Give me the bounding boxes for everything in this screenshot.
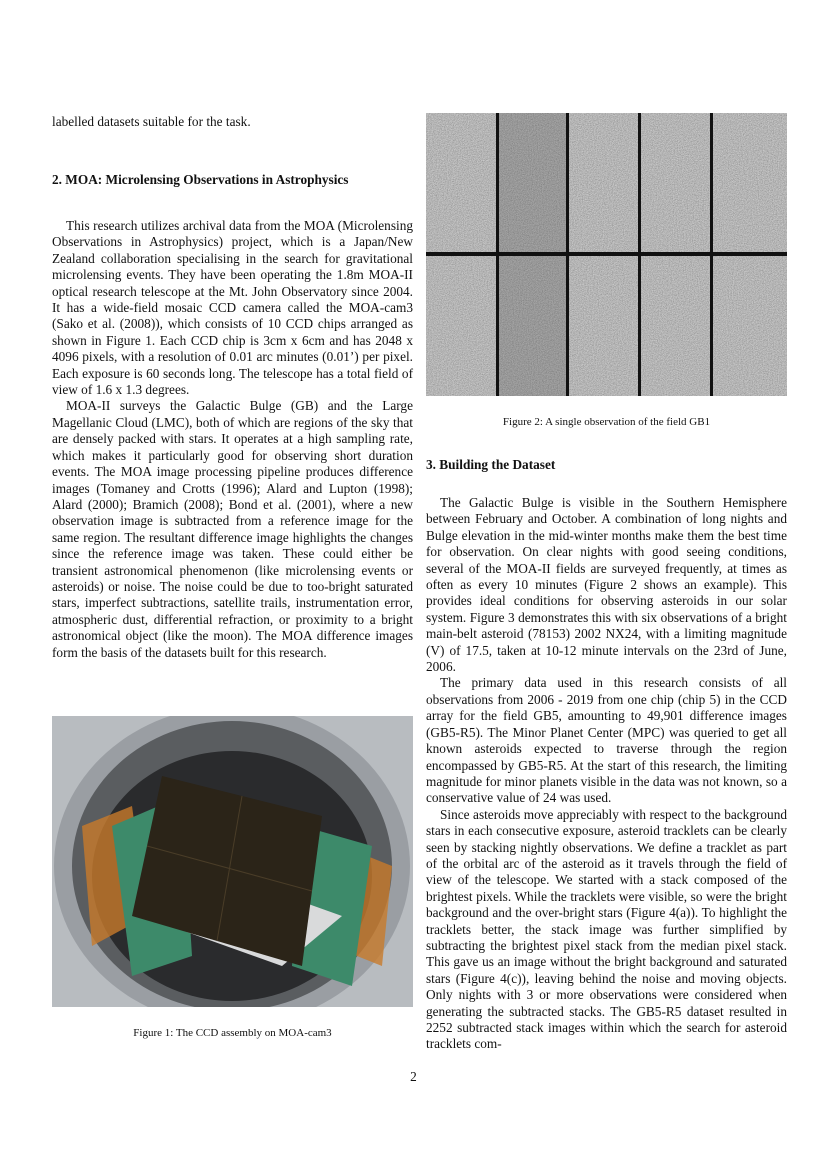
- paragraph: The Galactic Bulge is visible in the Southern Hemisphere between February and October. A combination of long nights and Bulge elevation in the mid-winter months make them the best time for observation. On clear nights with good seeing conditions, several of the MOA-II fields are surveyed frequently, at times as often as every 10 minutes (Figure 2 shows an example). This provides ideal conditions for observing asteroids in our solar system. Figure 3 demonstrates this with six observations of a bright main-belt asteroid (78153) 2002 NX24, with a limiting magnitude (V) of 17.5, taken at 10-12 minute intervals on the 23rd of June, 2006.: [426, 495, 787, 675]
- section-heading-3: 3. Building the Dataset: [426, 457, 556, 472]
- paragraph: The primary data used in this research consists of all observations from 2006 - 2019 from one chip (chip 5) in the CCD array for the field GB5, amounting to 49,901 difference images (GB5-R5). The Minor Planet Center (MPC) was queried to get all known asteroids expected to traverse through the region encompassed by GB5-R5. At the start of this research, the limiting magnitude for minor planets visible in the data was not known, so a conservative value of 24 was used.: [426, 675, 787, 806]
- paragraph: Since asteroids move appreciably with respect to the background stars in each consecutive exposure, asteroid tracklets can be clearly seen by stacking nightly observations. We define a tracklet as part of the orbital arc of the asteroid as it travels through the field of view of the telescope. We started with a stack composed of the brightest pixels. While the tracklets were visible, so were the bright background and the over-bright stars (Figure 4(a)). To highlight the tracklets better, the stack image was further simplified by subtracting the brightest pixel stack from the median pixel stack. This gave us an image without the bright background and saturated stars (Figure 4(c)), leaving behind the noise and moving objects. Only nights with 3 or more observations were considered when generating the subtracted stacks. The GB5-R5 dataset resulted in 2252 subtracted stack images within which the search for asteroid tracklets com-: [426, 806, 787, 1052]
- section-2-body: [52, 218, 413, 661]
- paragraph: This research utilizes archival data from the MOA (Microlensing Observations in Astrophysics) project, which is a Japan/New Zealand collaboration specialising in the search for gravitational microlensing events. They have been operating the 1.8m MOA-II optical research telescope at the Mt. John Observatory since 2004. It has a wide-field mosaic CCD camera called the MOA-cam3 (Sako et al. (2008)), which consists of 10 CCD chips arranged as shown in Figure 1. Each CCD chip is 3cm x 6cm and has 2048 x 4096 pixels, with a resolution of 0.01 arc minutes (0.01’) per pixel. Each exposure is 60 seconds long. The telescope has a total field of view of 1.6 x 1.3 degrees.: [52, 218, 413, 398]
- figure-2-caption: Figure 2: A single observation of the field GB1: [502, 416, 711, 428]
- paragraph: MOA-II surveys the Galactic Bulge (GB) and the Large Magellanic Cloud (LMC), both of which are regions of the sky that are densely packed with stars. It operates at a high sampling rate, which makes it particularly good for observing short duration events. The MOA image processing pipeline produces difference images (Tomaney and Crotts (1996); Alard and Lupton (1998); Alard (2000); Bramich (2008); Bond et al. (2001), where a new observation image is subtracted from a reference image for the same region. The resultant difference image highlights the changes since the reference image was taken. These could either be transient astronomical phenomenon (like microlensing events or asteroids) or noise. The noise could be due to too-bright saturated stars, imperfect subtractions, satellite trails, instrumentation error, atmospheric dust, differential refraction, or proximity to a bright astronomical object (like the moon). The MOA difference images form the basis of the datasets built for this research.: [52, 398, 413, 660]
- section-heading-2: 2. MOA: Microlensing Observations in Astrophysics: [52, 172, 349, 187]
- figure-2-gb1-observation: [426, 113, 787, 396]
- left-column: [52, 114, 413, 130]
- figure-1-caption: Figure 1: The CCD assembly on MOA-cam3: [133, 1027, 332, 1039]
- page-number: 2: [410, 1069, 417, 1084]
- lead-text: labelled datasets suitable for the task.: [52, 114, 251, 129]
- figure-1-ccd-photo: [52, 716, 413, 1007]
- section-3-body: [426, 495, 787, 1053]
